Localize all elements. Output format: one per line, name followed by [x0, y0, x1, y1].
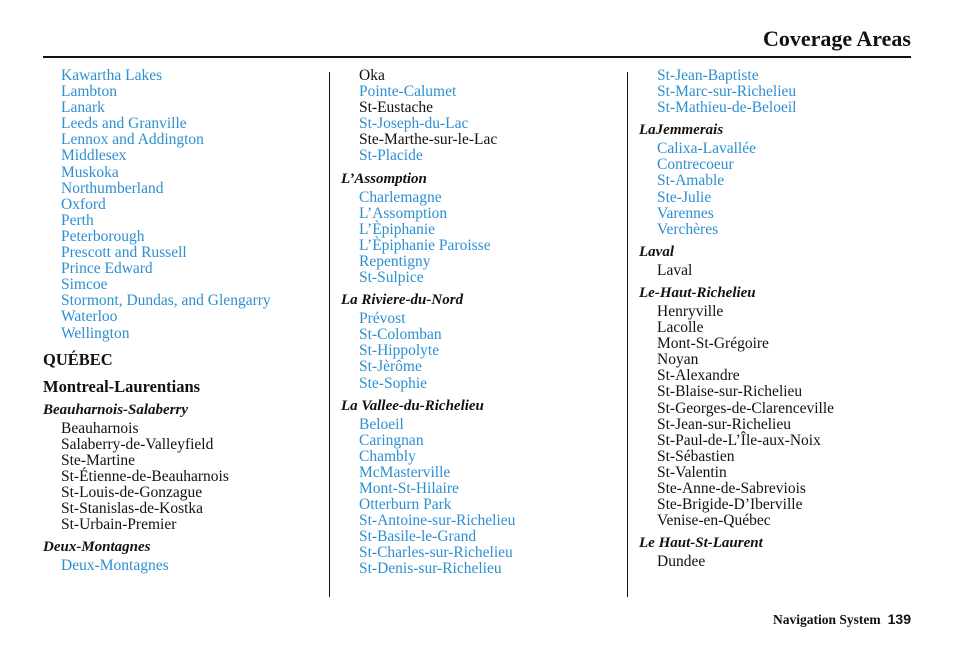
coverage-area-item: Laval — [657, 261, 693, 279]
coverage-area-link[interactable]: Repentigny — [359, 252, 431, 270]
coverage-area-link[interactable]: Oxford — [61, 195, 106, 213]
coverage-area-link[interactable]: St-Hippolyte — [359, 342, 440, 360]
coverage-area-link[interactable]: St-Jean-Baptiste — [657, 67, 759, 84]
coverage-area-link[interactable]: Muskoka — [61, 163, 119, 181]
coverage-area-link[interactable]: St-Basile-le-Grand — [359, 528, 477, 546]
column-1 — [43, 68, 328, 574]
coverage-area-item: St-Alexandre — [657, 367, 740, 385]
coverage-area-link[interactable]: Lambton — [61, 83, 117, 101]
coverage-area-link[interactable]: Otterburn Park — [359, 496, 452, 514]
coverage-area-link[interactable]: St-Antoine-sur-Richelieu — [359, 512, 516, 530]
coverage-area-item: Ste-Martine — [61, 451, 136, 469]
coverage-area-link[interactable]: Beloeil — [359, 415, 404, 433]
column-2 — [341, 68, 626, 578]
coverage-area-item: Ste-Marthe-sur-le-Lac — [359, 131, 498, 149]
coverage-area-item: Salaberry-de-Valleyfield — [61, 435, 214, 453]
coverage-area-item: St-Stanislas-de-Kostka — [61, 500, 204, 518]
coverage-area-item: St-Blaise-sur-Richelieu — [657, 383, 803, 401]
coverage-area-item: St-Louis-de-Gonzague — [61, 483, 203, 501]
header-divider — [43, 56, 911, 58]
coverage-area-link[interactable]: St-Colomban — [359, 326, 442, 344]
coverage-area-item: St-Valentin — [657, 463, 727, 481]
coverage-area-item: Noyan — [657, 351, 699, 369]
coverage-area-link[interactable]: Perth — [61, 211, 94, 229]
coverage-area-item: Ste-Anne-de-Sabreviois — [657, 479, 806, 497]
coverage-area-item: Lacolle — [657, 319, 704, 337]
coverage-area-link[interactable]: Prescott and Russell — [61, 244, 187, 262]
coverage-area-link[interactable]: Ste-Sophie — [359, 374, 428, 392]
coverage-area-link[interactable]: Calixa-Lavallée — [657, 140, 756, 158]
coverage-area-item: St-Étienne-de-Beauharnois — [61, 467, 229, 485]
coverage-area-link[interactable]: Deux-Montagnes — [61, 557, 169, 575]
coverage-area-link[interactable]: St-Denis-sur-Richelieu — [359, 560, 502, 578]
region-heading: La Vallee-du-Richelieu — [341, 397, 484, 414]
coverage-area-item: Oka — [359, 67, 385, 84]
coverage-area-link[interactable]: Middlesex — [61, 147, 127, 165]
coverage-area-link[interactable]: Caringnan — [359, 431, 424, 449]
coverage-area-link[interactable]: St-Charles-sur-Richelieu — [359, 544, 513, 562]
coverage-area-link[interactable]: L’Èpiphanie Paroisse — [359, 236, 491, 254]
region-heading: Le-Haut-Richelieu — [639, 284, 756, 301]
coverage-area-link[interactable]: Prévost — [359, 310, 406, 328]
region-heading: Le Haut-St-Laurent — [639, 535, 763, 552]
coverage-area-link[interactable]: McMasterville — [359, 463, 451, 481]
section-heading: QUÉBEC — [43, 349, 113, 369]
coverage-area-link[interactable]: St-Sulpice — [359, 269, 424, 287]
coverage-area-item: Dundee — [657, 553, 706, 571]
coverage-area-link[interactable]: Peterborough — [61, 227, 145, 245]
coverage-area-item: St-Urbain-Premier — [61, 516, 177, 534]
coverage-area-link[interactable]: Varennes — [657, 204, 714, 222]
coverage-area-item: Henryville — [657, 302, 724, 320]
page-title: Coverage Areas — [762, 26, 911, 51]
column-3 — [639, 68, 911, 570]
coverage-area-link[interactable]: Waterloo — [61, 308, 118, 326]
coverage-area-item: St-Sébastien — [657, 447, 735, 465]
coverage-area-link[interactable]: Wellington — [61, 324, 130, 342]
coverage-area-link[interactable]: L’Assomption — [359, 204, 448, 222]
coverage-area-link[interactable]: St-Placide — [359, 147, 423, 165]
coverage-area-link[interactable]: Lanark — [61, 99, 105, 117]
coverage-area-item: St-Jean-sur-Richelieu — [657, 415, 791, 433]
coverage-area-link[interactable]: Kawartha Lakes — [61, 67, 163, 84]
column-divider-1 — [329, 72, 330, 597]
page-number: 139 — [887, 611, 911, 627]
coverage-area-link[interactable]: Pointe-Calumet — [359, 83, 457, 101]
region-heading: Beauharnois-Salaberry — [43, 401, 189, 418]
coverage-area-item: Ste-Brigide-D’Iberville — [657, 496, 803, 514]
coverage-area-link[interactable]: Verchères — [657, 220, 719, 238]
coverage-area-link[interactable]: Mont-St-Hilaire — [359, 479, 459, 497]
coverage-area-link[interactable]: Simcoe — [61, 276, 108, 294]
coverage-area-link[interactable]: St-Marc-sur-Richelieu — [657, 83, 797, 101]
coverage-area-link[interactable]: Lennox and Addington — [61, 131, 204, 149]
coverage-area-link[interactable]: Contrecoeur — [657, 156, 734, 174]
coverage-area-link[interactable]: St-Jèrôme — [359, 358, 422, 376]
region-heading: La Riviere-du-Nord — [341, 292, 464, 309]
page-footer — [773, 611, 911, 628]
coverage-area-link[interactable]: Charlemagne — [359, 188, 442, 206]
coverage-area-link[interactable]: St-Mathieu-de-Beloeil — [657, 99, 797, 117]
coverage-area-item: St-Paul-de-L’Île-aux-Noix — [657, 431, 821, 449]
region-heading: Deux-Montagnes — [43, 539, 151, 556]
coverage-area-item: St-Eustache — [359, 99, 434, 117]
coverage-area-link[interactable]: Northumberland — [61, 179, 164, 197]
coverage-area-link[interactable]: Stormont, Dundas, and Glengarry — [61, 292, 271, 310]
coverage-area-link[interactable]: Leeds and Granville — [61, 115, 187, 133]
coverage-area-link[interactable]: Ste-Julie — [657, 188, 712, 206]
coverage-area-link[interactable]: St-Amable — [657, 172, 725, 190]
coverage-area-link[interactable]: Prince Edward — [61, 260, 153, 278]
region-heading: Laval — [639, 243, 674, 260]
footer-label: Navigation System — [773, 612, 881, 627]
coverage-area-item: Beauharnois — [61, 419, 139, 437]
coverage-area-item: Venise-en-Québec — [657, 512, 771, 530]
section-heading: Montreal-Laurentians — [43, 376, 201, 396]
coverage-area-item: Mont-St-Grégoire — [657, 335, 769, 353]
region-heading: LaJemmerais — [639, 122, 724, 139]
coverage-area-item: St-Georges-de-Clarenceville — [657, 399, 835, 417]
coverage-area-link[interactable]: St-Joseph-du-Lac — [359, 115, 469, 133]
coverage-area-link[interactable]: Chambly — [359, 447, 416, 465]
column-divider-2 — [627, 72, 628, 597]
coverage-area-link[interactable]: L’Èpiphanie — [359, 220, 436, 238]
region-heading: L’Assomption — [341, 170, 427, 187]
